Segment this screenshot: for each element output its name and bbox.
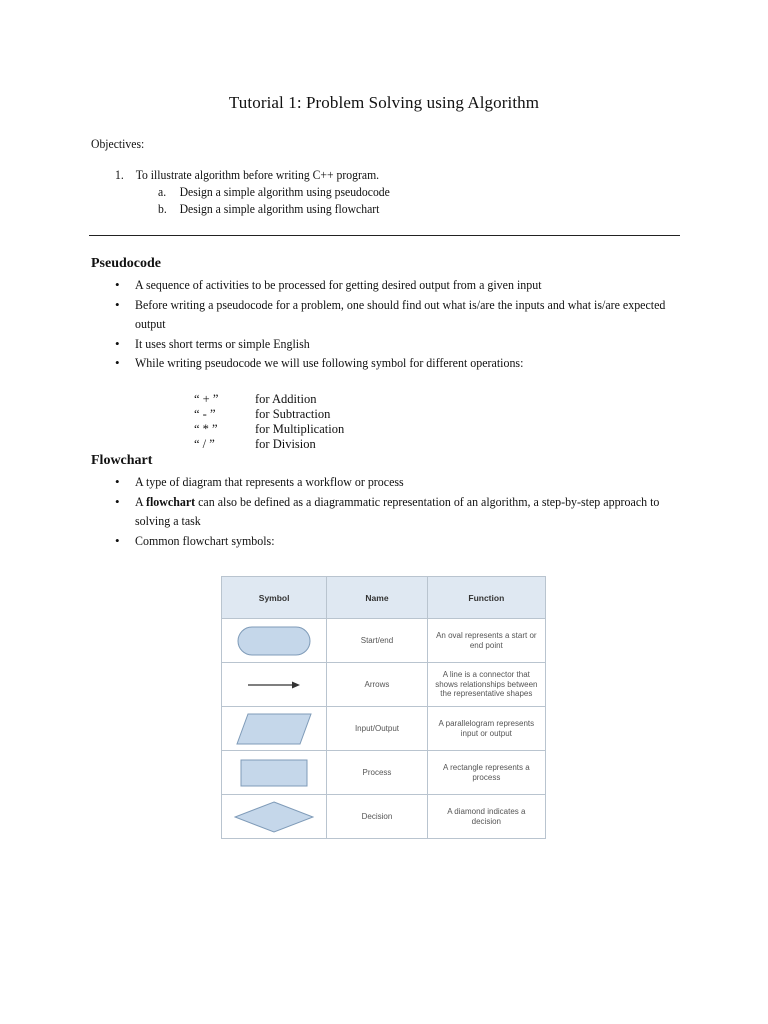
symbol-function: A diamond indicates a decision <box>427 795 545 839</box>
symbol-function: An oval represents a start or end point <box>427 619 545 663</box>
bullet-text: A sequence of activities to be processed for getting desired output from a given input <box>135 277 542 292</box>
table-row <box>222 795 546 839</box>
bullet-icon: • <box>115 474 120 489</box>
operation-desc: for Subtraction <box>255 407 331 421</box>
objective-subitem <box>158 201 380 217</box>
pseudocode-bullet-list <box>113 275 693 373</box>
bold-term: flowchart <box>145 493 196 509</box>
operation-desc: for Division <box>255 437 316 451</box>
column-header: Symbol <box>222 577 327 619</box>
table-row <box>222 663 546 707</box>
operation-desc: for Multiplication <box>255 422 345 436</box>
objectives-label: Objectives: <box>91 136 145 151</box>
table-row <box>222 619 546 663</box>
bullet-text: Before writing a pseudocode for a problem, one should find out what is/are the inputs and what is/are expected output <box>135 296 666 331</box>
symbol-name: Arrows <box>327 663 427 707</box>
parallelogram-shape-icon <box>222 707 327 751</box>
bullet-icon: • <box>115 296 120 312</box>
column-header: Function <box>427 577 545 619</box>
symbol-function: A line is a connector that shows relationships between the representative shapes <box>427 663 545 707</box>
list-item <box>113 353 693 373</box>
bullet-text: A type of diagram that represents a workflow or process <box>135 474 404 489</box>
horizontal-divider <box>89 235 680 236</box>
objective-number: 1. <box>115 167 124 182</box>
symbol-name: Process <box>327 751 427 795</box>
text-suffix: can also be defined as a diagrammatic representation of an algorithm, a step-by-step approach to solving a task <box>135 493 660 528</box>
symbol-name: Start/end <box>327 619 427 663</box>
objective-item <box>115 167 380 183</box>
column-header: Name <box>327 577 427 619</box>
subitem-text: Design a simple algorithm using pseudocode <box>179 184 390 199</box>
list-item <box>113 295 693 334</box>
flowchart-heading: Flowchart <box>91 453 153 468</box>
bullet-icon: • <box>115 493 120 509</box>
list-item <box>113 472 693 492</box>
subitem-text: Design a simple algorithm using flowchart <box>179 201 380 216</box>
operation-symbol: “ / ” <box>194 437 215 451</box>
bullet-text: It uses short terms or simple English <box>135 335 310 351</box>
symbol-function: A rectangle represents a process <box>427 751 545 795</box>
table-row <box>222 707 546 751</box>
diamond-shape-icon <box>222 795 327 839</box>
pseudocode-heading: Pseudocode <box>91 256 161 271</box>
bullet-text <box>135 492 682 531</box>
arrow-shape-icon <box>222 663 327 707</box>
rectangle-shape-icon <box>222 751 327 795</box>
flowchart-symbols-table <box>221 576 546 839</box>
symbol-name: Decision <box>327 795 427 839</box>
oval-shape-icon <box>222 619 327 663</box>
bullet-text: Common flowchart symbols: <box>135 532 275 548</box>
list-item <box>113 492 693 531</box>
symbol-function: A parallelogram represents input or output <box>427 707 545 751</box>
bullet-icon: • <box>115 355 120 370</box>
bullet-icon: • <box>115 277 120 292</box>
list-item <box>113 334 693 354</box>
objective-text: To illustrate algorithm before writing C++ program. <box>135 167 380 182</box>
bullet-text: While writing pseudocode we will use following symbol for different operations: <box>135 355 524 370</box>
bullet-icon: • <box>115 335 120 351</box>
operation-symbol: “ - ” <box>194 407 216 421</box>
operation-symbol: “ * ” <box>194 422 218 436</box>
list-item <box>113 275 693 295</box>
table-header-row <box>222 577 546 619</box>
flowchart-bullet-list <box>113 472 693 550</box>
table-row <box>222 751 546 795</box>
operation-desc: for Addition <box>255 392 317 406</box>
list-item <box>113 531 693 551</box>
objective-subitem <box>158 184 390 200</box>
subitem-letter: a. <box>158 184 167 199</box>
subitem-letter: b. <box>158 201 167 216</box>
text-prefix: A <box>135 493 146 509</box>
document-title: Tutorial 1: Problem Solving using Algorithm <box>228 93 540 112</box>
symbol-name: Input/Output <box>327 707 427 751</box>
operation-symbol: “ + ” <box>194 392 219 406</box>
bullet-icon: • <box>115 532 120 548</box>
